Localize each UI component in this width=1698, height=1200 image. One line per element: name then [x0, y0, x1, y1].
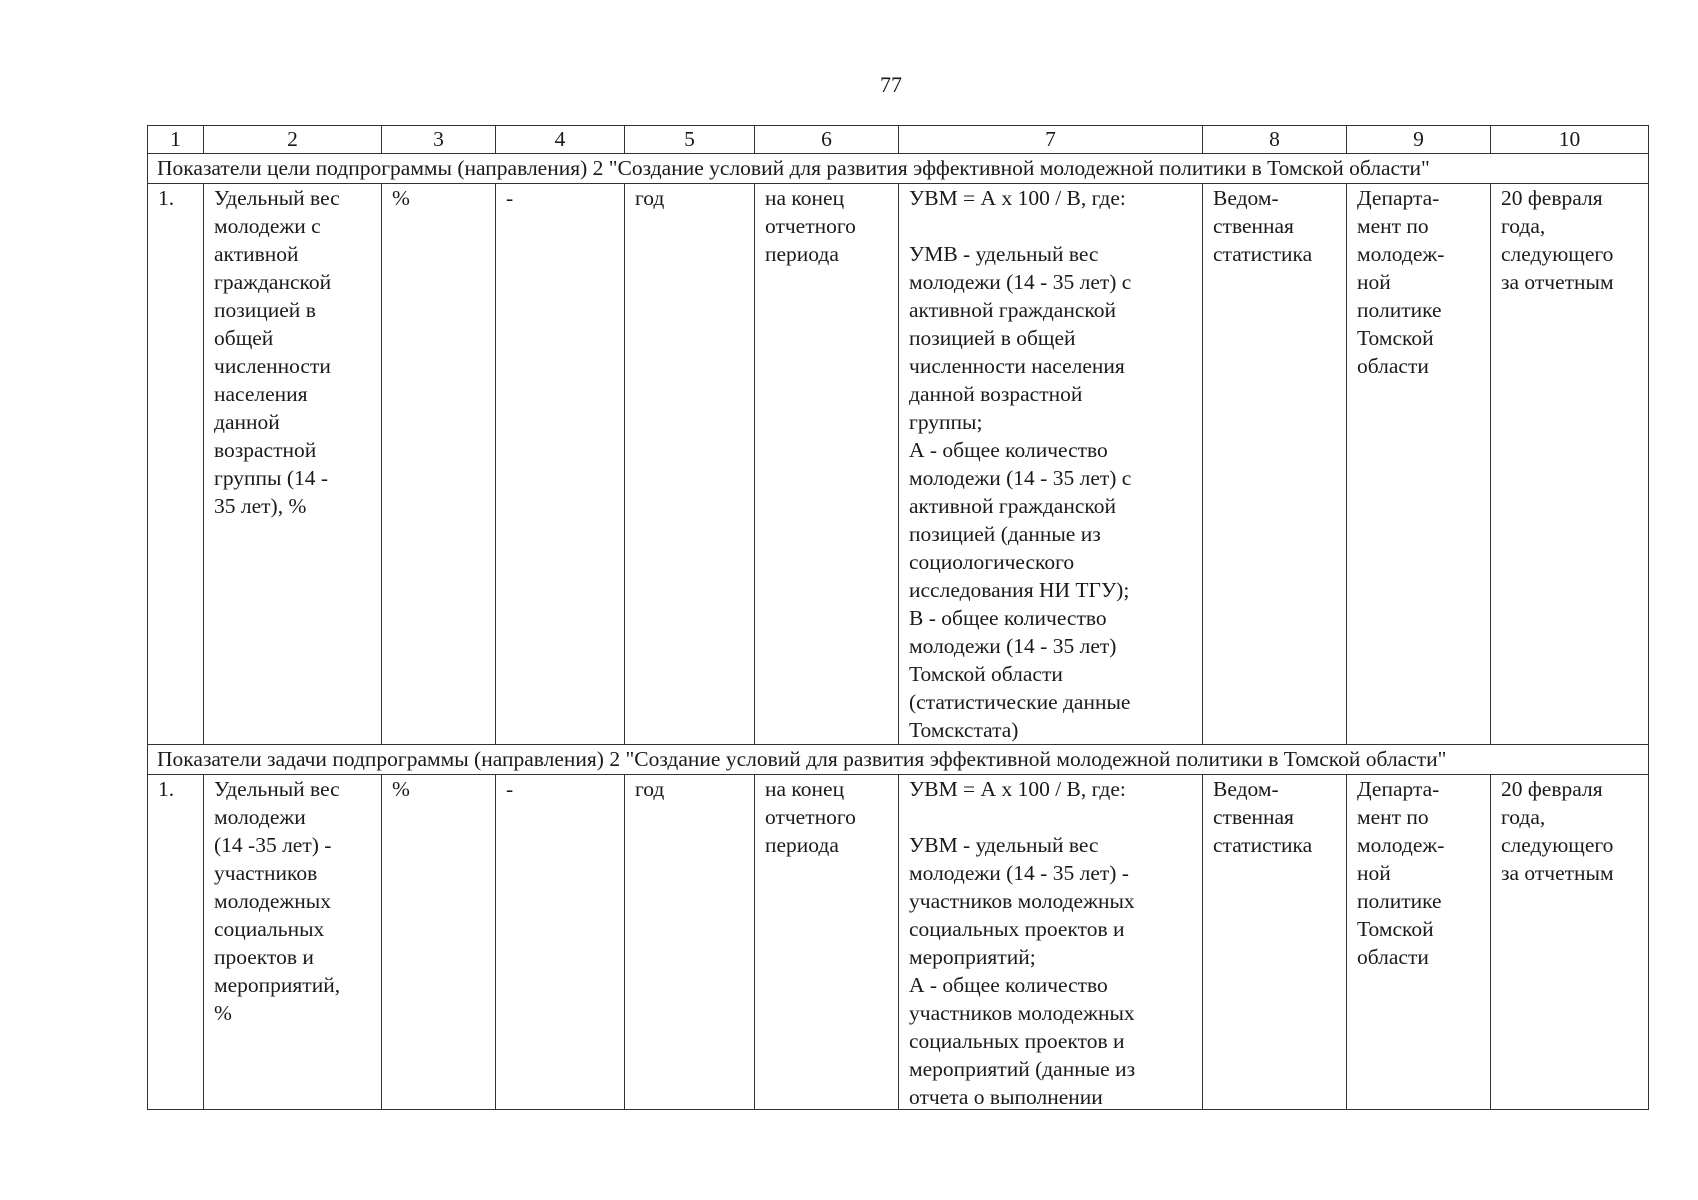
text-line: общей [214, 326, 274, 350]
text-line: УМВ - удельный вес [909, 242, 1099, 266]
source-cell [1203, 184, 1347, 745]
text-line: за отчетным [1501, 270, 1614, 294]
text-line: мероприятий, [214, 973, 341, 997]
column-number: 9 [1347, 126, 1491, 154]
text-line: участников молодежных [909, 1001, 1135, 1025]
responsible-text [1357, 775, 1480, 1109]
column-number: 7 [899, 126, 1203, 154]
row-number-text: 1. [158, 777, 175, 801]
section-header-row [148, 745, 1649, 775]
text-line: участников [214, 861, 318, 885]
formula-cell [899, 184, 1203, 745]
text-line: (14 -35 лет) - [214, 833, 332, 857]
text-line: молодеж- [1357, 833, 1445, 857]
column-number: 3 [382, 126, 496, 154]
column-number-row [148, 126, 1649, 154]
responsible-cell [1347, 184, 1491, 745]
text-line: мент по [1357, 805, 1429, 829]
col4-cell [496, 775, 625, 1110]
formula-cell [899, 775, 1203, 1110]
text-line: проектов и [214, 945, 314, 969]
text-line: активной [214, 242, 299, 266]
deadline-cell [1491, 184, 1649, 745]
section-header: Показатели задачи подпрограммы (направления) 2 "Создание условий для развития эффективной молодежной политики в Томской области" [148, 745, 1649, 775]
text-line: отчетного [765, 805, 856, 829]
text-line: молодежи [214, 805, 306, 829]
indicators-table [147, 125, 1649, 1110]
source-cell [1203, 775, 1347, 1110]
text-line: 20 февраля [1501, 186, 1603, 210]
text-line: данной возрастной [909, 382, 1083, 406]
text-line: численности населения [909, 354, 1125, 378]
column-number: 6 [755, 126, 899, 154]
text-line: участников молодежных [909, 889, 1135, 913]
text-line: А - общее количество [909, 973, 1108, 997]
text-line: ственная [1213, 214, 1294, 238]
text-line: 20 февраля [1501, 777, 1603, 801]
text-line: позицией (данные из [909, 522, 1101, 546]
page-number: 77 [880, 72, 902, 97]
column-number: 1 [148, 126, 204, 154]
formula-text [909, 775, 1192, 1109]
text-line: группы; [909, 410, 983, 434]
text-line: численности [214, 354, 331, 378]
unit-text: % [392, 777, 410, 801]
text-line: области [1357, 354, 1429, 378]
text-line: УВМ - удельный вес [909, 833, 1099, 857]
text-line: социологического [909, 550, 1075, 574]
column-number: 4 [496, 126, 625, 154]
text-line: на конец [765, 777, 845, 801]
text-line: молодежных [214, 889, 331, 913]
section-header-row [148, 154, 1649, 184]
text-line: УВМ = А х 100 / В, где: [909, 186, 1126, 210]
text-line: активной гражданской [909, 298, 1117, 322]
text-line: Удельный вес [214, 186, 340, 210]
text-line: следующего [1501, 833, 1614, 857]
text-line: следующего [1501, 242, 1614, 266]
text-line: Удельный вес [214, 777, 340, 801]
col4-cell: - [496, 184, 625, 745]
text-line: политике [1357, 298, 1442, 322]
unit-cell: % [382, 184, 496, 745]
date-text [765, 775, 888, 1109]
text-line: мероприятий (данные из [909, 1057, 1136, 1081]
deadline-text [1501, 775, 1638, 1109]
row-number: 1. [148, 184, 204, 745]
column-number: 10 [1491, 126, 1649, 154]
indicator-name [204, 775, 382, 1110]
text-line: года, [1501, 214, 1546, 238]
text-line: активной гражданской [909, 494, 1117, 518]
source-text [1213, 775, 1336, 1109]
text-line: периода [765, 833, 839, 857]
text-line: Томскстата) [909, 718, 1019, 742]
period-cell [625, 775, 755, 1110]
text-line: ственная [1213, 805, 1294, 829]
indicator-name [204, 184, 382, 745]
text-line: на конец [765, 186, 845, 210]
text-line: данной [214, 410, 280, 434]
text-line: Томской области [909, 662, 1063, 686]
text-line: УВМ = А х 100 / В, где: [909, 777, 1126, 801]
text-line: области [1357, 945, 1429, 969]
text-line: молодеж- [1357, 242, 1445, 266]
text-line: молодежи (14 - 35 лет) [909, 634, 1117, 658]
text-line: отчетного [765, 214, 856, 238]
text-line [909, 212, 1192, 240]
text-line: населения [214, 382, 308, 406]
text-line: Департа- [1357, 186, 1440, 210]
text-line: ной [1357, 861, 1391, 885]
text-line: Департа- [1357, 777, 1440, 801]
text-line: возрастной [214, 438, 317, 462]
responsible-cell [1347, 775, 1491, 1110]
text-line: статистика [1213, 242, 1313, 266]
col4-text: - [506, 777, 514, 801]
text-line: группы (14 - [214, 466, 329, 490]
text-line: В - общее количество [909, 606, 1107, 630]
column-number: 5 [625, 126, 755, 154]
text-line: за отчетным [1501, 861, 1614, 885]
text-line: Томской [1357, 917, 1434, 941]
column-number: 2 [204, 126, 382, 154]
text-line: (статистические данные [909, 690, 1131, 714]
unit-cell [382, 775, 496, 1110]
text-line: молодежи (14 - 35 лет) - [909, 861, 1129, 885]
period-cell: год [625, 184, 755, 745]
text-line: социальных проектов и [909, 1029, 1125, 1053]
text-line: молодежи (14 - 35 лет) с [909, 466, 1132, 490]
text-line: статистика [1213, 833, 1313, 857]
column-number: 8 [1203, 126, 1347, 154]
deadline-cell [1491, 775, 1649, 1110]
text-line: социальных [214, 917, 325, 941]
text-line: отчета о выполнении [909, 1085, 1103, 1109]
text-line: 35 лет), % [214, 494, 307, 518]
text-line: мероприятий; [909, 945, 1036, 969]
indicator-name-text [214, 775, 371, 1109]
table-row [148, 184, 1649, 745]
text-line: гражданской [214, 270, 332, 294]
text-line: позицией в общей [909, 326, 1076, 350]
text-line: исследования НИ ТГУ); [909, 578, 1130, 602]
period-text: год [635, 777, 665, 801]
text-line: ной [1357, 270, 1391, 294]
text-line: % [214, 1001, 232, 1025]
text-line: Ведом- [1213, 186, 1279, 210]
text-line: А - общее количество [909, 438, 1108, 462]
text-line [909, 803, 1192, 831]
table-row [148, 775, 1649, 1110]
section-header: Показатели цели подпрограммы (направления) 2 "Создание условий для развития эффективной молодежной политики в Томской области" [148, 154, 1649, 184]
date-cell [755, 775, 899, 1110]
text-line: молодежи с [214, 214, 321, 238]
date-cell [755, 184, 899, 745]
text-line: Томской [1357, 326, 1434, 350]
text-line: позицией в [214, 298, 316, 322]
text-line: Ведом- [1213, 777, 1279, 801]
row-number [148, 775, 204, 1110]
text-line: молодежи (14 - 35 лет) с [909, 270, 1132, 294]
text-line: периода [765, 242, 839, 266]
text-line: мент по [1357, 214, 1429, 238]
text-line: социальных проектов и [909, 917, 1125, 941]
text-line: года, [1501, 805, 1546, 829]
text-line: политике [1357, 889, 1442, 913]
